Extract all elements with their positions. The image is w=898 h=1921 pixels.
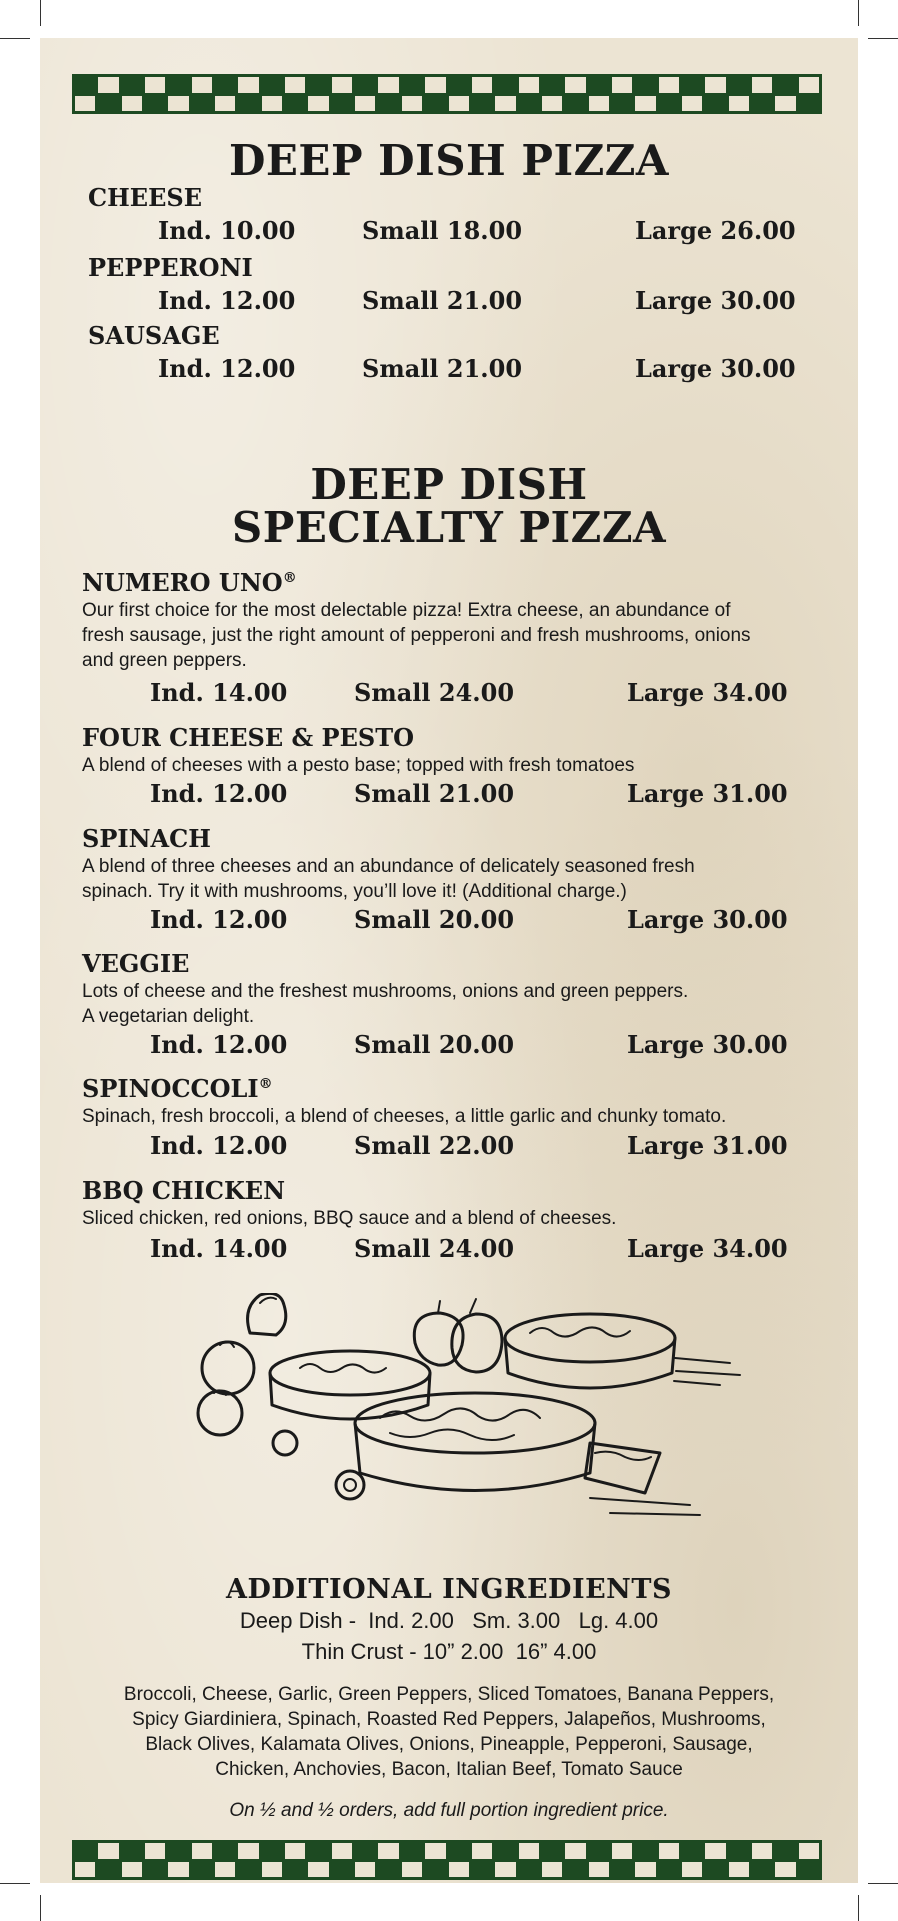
checker-square xyxy=(285,1862,305,1878)
checker-square xyxy=(285,77,305,93)
price-small: Small 18.00 xyxy=(362,216,523,245)
price-ind: Ind. 10.00 xyxy=(158,216,296,245)
checker-square xyxy=(238,1843,258,1859)
checker-square xyxy=(729,1862,749,1878)
checker-square xyxy=(262,1843,282,1859)
price-large: Large 34.00 xyxy=(627,678,788,707)
checker-square xyxy=(378,96,398,112)
item-description: A blend of cheeses with a pesto base; topped with fresh tomatoes xyxy=(82,755,635,776)
checker-square xyxy=(799,1843,819,1859)
checker-square xyxy=(752,1862,772,1878)
checker-square xyxy=(635,1843,655,1859)
checker-square xyxy=(705,77,725,93)
checker-square xyxy=(192,1843,212,1859)
checker-square xyxy=(402,1843,422,1859)
checker-square xyxy=(705,96,725,112)
item-name-spinoccoli: SPINOCCOLI® xyxy=(82,1074,273,1103)
checker-square xyxy=(519,77,539,93)
half-and-half-note: On ½ and ½ orders, add full portion ingredient price. xyxy=(229,1800,669,1821)
price-large: Large 31.00 xyxy=(627,779,788,808)
price-ind: Ind. 14.00 xyxy=(150,1234,288,1263)
checker-square xyxy=(75,1843,95,1859)
price-large: Large 30.00 xyxy=(635,286,796,315)
checker-square xyxy=(402,77,422,93)
checker-square xyxy=(542,77,562,93)
checker-square xyxy=(355,1843,375,1859)
checker-square xyxy=(495,1862,515,1878)
section-title-additional: ADDITIONAL INGREDIENTS xyxy=(226,1574,672,1605)
checker-square xyxy=(425,77,445,93)
checker-square xyxy=(682,1843,702,1859)
checker-square xyxy=(612,1862,632,1878)
checker-square xyxy=(332,77,352,93)
price-large: Large 30.00 xyxy=(627,905,788,934)
checker-square xyxy=(659,1862,679,1878)
checker-square xyxy=(75,1862,95,1878)
registered-mark: ® xyxy=(258,1076,273,1092)
checker-square xyxy=(565,1862,585,1878)
price-ind: Ind. 12.00 xyxy=(150,779,288,808)
checkered-border-top xyxy=(72,74,822,114)
checker-square xyxy=(565,77,585,93)
ingredient-list: Broccoli, Cheese, Garlic, Green Peppers, Sliced Tomatoes, Banana Peppers, Spicy Giardiniera, Spinach, Roasted Red Peppers, Jalapeños, Mushrooms, Black Olives, Kalamata Olives, Onions, Pineapple, Pepperoni, Sausage, Chicken, Anchovies, Bacon, Italian Beef, Tomato Sauce xyxy=(123,1684,775,1780)
checker-square xyxy=(775,96,795,112)
crop-mark xyxy=(858,0,859,26)
item-name-spinach: SPINACH xyxy=(82,824,211,853)
checker-square xyxy=(519,1843,539,1859)
item-description: Lots of cheese and the freshest mushrooms, onions and green peppers. A vegetarian delight. xyxy=(82,981,689,1027)
checker-square xyxy=(635,96,655,112)
checker-square xyxy=(98,96,118,112)
checker-square xyxy=(168,77,188,93)
checker-square xyxy=(332,96,352,112)
checker-square xyxy=(589,1843,609,1859)
checker-square xyxy=(122,1843,142,1859)
checker-square xyxy=(729,1843,749,1859)
checker-square xyxy=(705,1843,725,1859)
price-ind: Ind. 12.00 xyxy=(158,354,296,383)
checker-square xyxy=(495,77,515,93)
checker-square xyxy=(262,77,282,93)
checker-square xyxy=(168,96,188,112)
crop-mark xyxy=(868,1883,898,1884)
checker-square xyxy=(75,96,95,112)
crop-mark xyxy=(40,0,41,26)
price-large: Large 30.00 xyxy=(635,354,796,383)
checker-square xyxy=(355,77,375,93)
checker-square xyxy=(589,96,609,112)
checker-square xyxy=(589,77,609,93)
checker-square xyxy=(449,1862,469,1878)
checker-square xyxy=(449,1843,469,1859)
checker-square xyxy=(799,1862,819,1878)
checker-square xyxy=(472,77,492,93)
checker-square xyxy=(519,1862,539,1878)
checker-square xyxy=(238,77,258,93)
checker-square xyxy=(262,96,282,112)
deep-dish-ingredient-prices: Deep Dish - Ind. 2.00 Sm. 3.00 Lg. 4.00 xyxy=(239,1608,659,1633)
checker-square xyxy=(752,77,772,93)
price-small: Small 21.00 xyxy=(362,354,523,383)
price-large: Large 30.00 xyxy=(627,1030,788,1059)
checker-square xyxy=(752,96,772,112)
checker-square xyxy=(542,1843,562,1859)
checker-square xyxy=(262,1862,282,1878)
item-description: Our first choice for the most delectable pizza! Extra cheese, an abundance of fresh sausage, just the right amount of pepperoni and fresh mushrooms, onions and green peppers. xyxy=(82,600,751,671)
checker-square xyxy=(799,96,819,112)
crop-mark xyxy=(858,1895,859,1921)
checker-square xyxy=(168,1843,188,1859)
checker-square xyxy=(145,1862,165,1878)
crop-mark xyxy=(0,38,30,39)
item-name-sausage: SAUSAGE xyxy=(88,321,220,350)
checker-square xyxy=(612,1843,632,1859)
checker-square xyxy=(98,1843,118,1859)
checker-square xyxy=(682,96,702,112)
checker-square xyxy=(425,96,445,112)
checker-square xyxy=(145,77,165,93)
price-small: Small 20.00 xyxy=(354,905,515,934)
checker-square xyxy=(215,1843,235,1859)
checker-square xyxy=(145,96,165,112)
checker-square xyxy=(519,96,539,112)
price-small: Small 20.00 xyxy=(354,1030,515,1059)
checker-square xyxy=(98,77,118,93)
checker-square xyxy=(215,77,235,93)
price-small: Small 21.00 xyxy=(362,286,523,315)
checker-square xyxy=(775,1843,795,1859)
checker-square xyxy=(308,1862,328,1878)
checker-square xyxy=(355,96,375,112)
checker-square xyxy=(542,1862,562,1878)
checker-square xyxy=(122,96,142,112)
checker-square xyxy=(215,1862,235,1878)
checker-square xyxy=(472,1862,492,1878)
checker-square xyxy=(402,1862,422,1878)
checkered-border-bottom xyxy=(72,1840,822,1880)
checker-square xyxy=(192,77,212,93)
price-large: Large 26.00 xyxy=(635,216,796,245)
checker-square xyxy=(659,96,679,112)
checker-square xyxy=(565,1843,585,1859)
checker-square xyxy=(332,1843,352,1859)
checker-square xyxy=(238,96,258,112)
checker-square xyxy=(308,1843,328,1859)
checker-square xyxy=(542,96,562,112)
item-name-bbq-chicken: BBQ CHICKEN xyxy=(82,1176,286,1205)
price-large: Large 31.00 xyxy=(627,1131,788,1160)
price-ind: Ind. 12.00 xyxy=(150,1030,288,1059)
checker-square xyxy=(402,96,422,112)
price-small: Small 24.00 xyxy=(354,1234,515,1263)
checker-square xyxy=(775,77,795,93)
price-ind: Ind. 12.00 xyxy=(158,286,296,315)
price-small: Small 24.00 xyxy=(354,678,515,707)
registered-mark: ® xyxy=(282,570,297,586)
checker-square xyxy=(705,1862,725,1878)
checker-square xyxy=(122,1862,142,1878)
checker-square xyxy=(285,1843,305,1859)
checker-square xyxy=(472,96,492,112)
crop-mark xyxy=(0,1883,30,1884)
checker-square xyxy=(192,96,212,112)
item-name-numero-uno: NUMERO UNO® xyxy=(82,568,297,597)
checker-square xyxy=(729,96,749,112)
checker-square xyxy=(238,1862,258,1878)
checker-square xyxy=(449,77,469,93)
checker-square xyxy=(355,1862,375,1878)
section-title-specialty-line2: SPECIALTY PIZZA xyxy=(231,503,667,552)
checker-square xyxy=(332,1862,352,1878)
checker-square xyxy=(682,1862,702,1878)
checker-square xyxy=(168,1862,188,1878)
checker-square xyxy=(425,1862,445,1878)
item-name-pepperoni: PEPPERONI xyxy=(88,253,253,282)
checker-square xyxy=(378,77,398,93)
checker-square xyxy=(729,77,749,93)
checker-square xyxy=(472,1843,492,1859)
checker-square xyxy=(635,77,655,93)
price-small: Small 22.00 xyxy=(354,1131,515,1160)
checker-square xyxy=(799,77,819,93)
checker-square xyxy=(659,1843,679,1859)
checker-square xyxy=(145,1843,165,1859)
checker-square xyxy=(98,1862,118,1878)
item-name-cheese: CHEESE xyxy=(88,183,202,212)
checker-square xyxy=(682,77,702,93)
checker-square xyxy=(425,1843,445,1859)
item-description: Spinach, fresh broccoli, a blend of cheeses, a little garlic and chunky tomato. xyxy=(82,1106,727,1127)
checker-square xyxy=(659,77,679,93)
price-small: Small 21.00 xyxy=(354,779,515,808)
checker-square xyxy=(308,77,328,93)
crop-mark xyxy=(868,38,898,39)
item-name-veggie: VEGGIE xyxy=(82,949,190,978)
menu-page xyxy=(40,38,858,1883)
checker-square xyxy=(495,1843,515,1859)
checker-square xyxy=(612,77,632,93)
checker-square xyxy=(378,1843,398,1859)
item-description: Sliced chicken, red onions, BBQ sauce and a blend of cheeses. xyxy=(82,1208,617,1229)
crop-mark xyxy=(40,1895,41,1921)
checker-square xyxy=(635,1862,655,1878)
checker-square xyxy=(192,1862,212,1878)
price-ind: Ind. 14.00 xyxy=(150,678,288,707)
checker-square xyxy=(449,96,469,112)
checker-square xyxy=(565,96,585,112)
section-title-specialty-line1: DEEP DISH xyxy=(310,460,588,509)
checker-square xyxy=(612,96,632,112)
checker-square xyxy=(122,77,142,93)
section-title-deep-dish: DEEP DISH PIZZA xyxy=(229,136,669,185)
checker-square xyxy=(752,1843,772,1859)
checker-square xyxy=(589,1862,609,1878)
checker-square xyxy=(495,96,515,112)
checker-square xyxy=(308,96,328,112)
checker-square xyxy=(378,1862,398,1878)
price-ind: Ind. 12.00 xyxy=(150,1131,288,1160)
item-name-four-cheese-pesto: FOUR CHEESE & PESTO xyxy=(82,723,414,752)
price-large: Large 34.00 xyxy=(627,1234,788,1263)
thin-crust-ingredient-prices: Thin Crust - 10” 2.00 16” 4.00 xyxy=(301,1639,597,1664)
pizza-illustration xyxy=(190,1293,750,1543)
checker-square xyxy=(75,77,95,93)
checker-square xyxy=(215,96,235,112)
item-description: A blend of three cheeses and an abundance of delicately seasoned fresh spinach. Try it with mushrooms, you’ll love it! (Additional charge.) xyxy=(82,856,695,902)
checker-square xyxy=(285,96,305,112)
price-ind: Ind. 12.00 xyxy=(150,905,288,934)
checker-square xyxy=(775,1862,795,1878)
